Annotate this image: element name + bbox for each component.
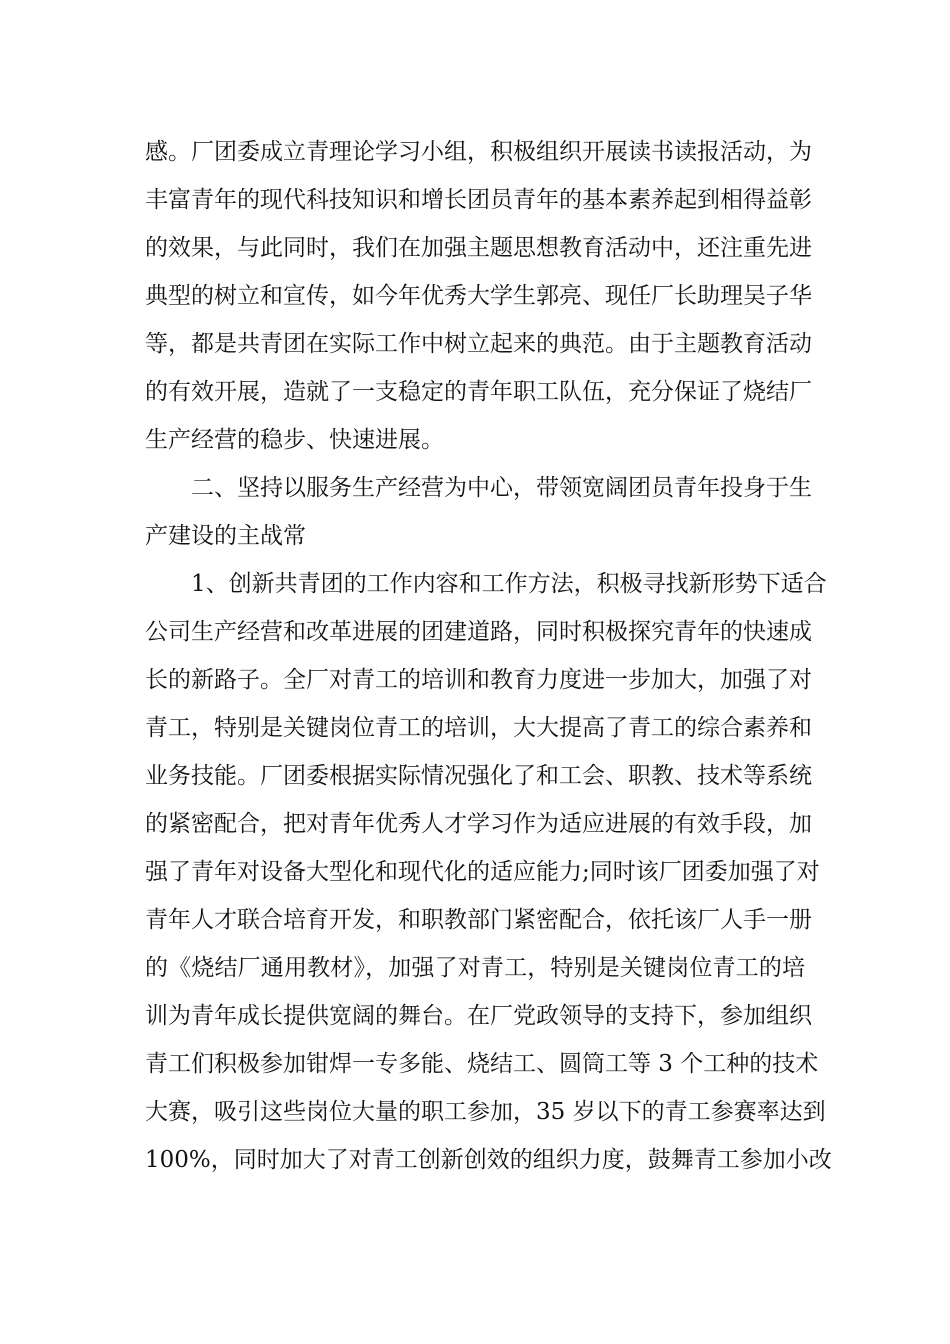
text-line: 长的新路子。全厂对青工的培训和教育力度进一步加大，加强了对 [145,667,812,693]
text-line: 大赛，吸引这些岗位大量的职工参加，35 岁以下的青工参赛率达到 [145,1099,826,1125]
text-line: 的有效开展，造就了一支稳定的青年职工队伍，充分保证了烧结厂 [145,379,812,405]
text-line: 青工们积极参加钳焊一专多能、烧结工、圆筒工等 3 个工种的技术 [145,1051,819,1077]
text-line: 业务技能。厂团委根据实际情况强化了和工会、职教、技术等系统 [145,763,812,789]
body-text [145,128,832,1184]
text-line: 生产经营的稳步、快速进展。 [145,427,444,453]
text-line: 典型的树立和宣传，如今年优秀大学生郭亮、现任厂长助理吴子华 [145,283,812,309]
text-line: 强了青年对设备大型化和现代化的适应能力;同时该厂团委加强了对 [145,859,820,885]
text-line: 的效果，与此同时，我们在加强主题思想教育活动中，还注重先进 [145,235,812,261]
text-line: 青年人才联合培育开发，和职教部门紧密配合，依托该厂人手一册 [145,907,812,933]
text-line: 100%，同时加大了对青工创新创效的组织力度，鼓舞青工参加小改 [145,1147,832,1173]
text-line: 丰富青年的现代科技知识和增长团员青年的基本素养起到相得益彰 [145,187,812,213]
text-line: 公司生产经营和改革进展的团建道路，同时积极探究青年的快速成 [145,619,812,645]
text-line: 的紧密配合，把对青年优秀人才学习作为适应进展的有效手段，加 [145,811,812,837]
section-heading-line: 二、坚持以服务生产经营为中心，带领宽阔团员青年投身于生 [191,475,812,501]
text-line: 青工，特别是关键岗位青工的培训，大大提高了青工的综合素养和 [145,715,812,741]
text-line: 的《烧结厂通用教材》，加强了对青工，特别是关键岗位青工的培 [145,955,805,981]
text-line: 感。厂团委成立青理论学习小组，积极组织开展读书读报活动，为 [145,139,812,165]
section-heading-line: 产建设的主战常 [145,523,306,549]
text-line: 1、创新共青团的工作内容和工作方法，积极寻找新形势下适合 [191,571,827,597]
text-line: 等，都是共青团在实际工作中树立起来的典范。由于主题教育活动 [145,331,812,357]
text-line: 训为青年成长提供宽阔的舞台。在厂党政领导的支持下，参加组织 [145,1003,812,1029]
